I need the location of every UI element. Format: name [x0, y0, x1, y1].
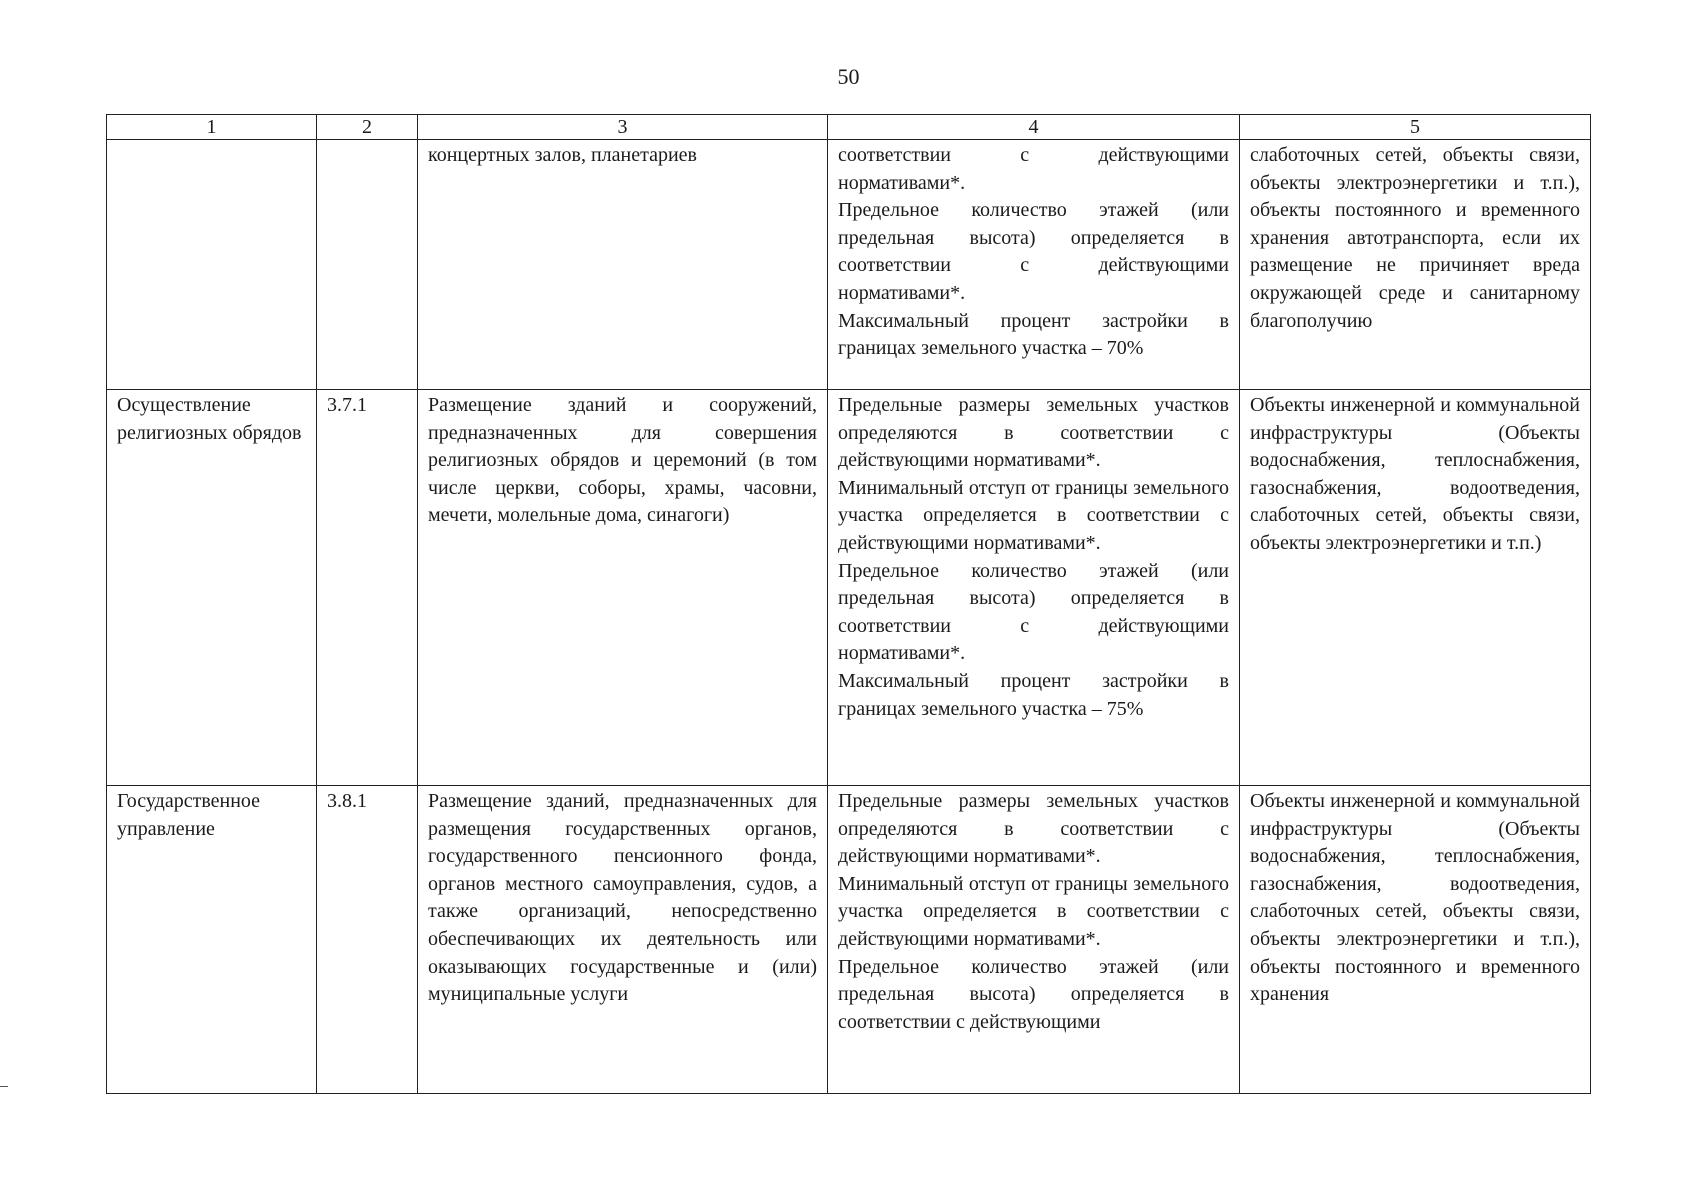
- column-header-4: 4: [828, 115, 1240, 140]
- use-name-cell: [107, 390, 317, 786]
- use-name-cell: [107, 786, 317, 1094]
- column-header-3: 3: [418, 115, 828, 140]
- use-description-cell: [418, 140, 828, 390]
- use-description-cell: [418, 390, 828, 786]
- use-code-cell: [317, 390, 418, 786]
- use-name: Государственное управление: [117, 790, 261, 840]
- parameter-line: соответствии с действующими нормативами*.: [838, 144, 1229, 194]
- parameter-line: Предельное количество этажей (или предельная высота) определяется в соответствии с действующими нормативами*.: [838, 199, 1229, 304]
- objects: Объекты инженерной и коммунальной инфраструктуры (Объекты водоснабжения, теплоснабжения, газоснабжения, водоотведения, слаботочных сетей, объекты связи, объекты электроэнергетики и т.п.): [1250, 394, 1580, 554]
- use-name: Осуществление религиозных обрядов: [117, 394, 302, 444]
- column-header-1: 1: [107, 115, 317, 140]
- column-header-2: 2: [317, 115, 418, 140]
- use-description: Размещение зданий и сооружений, предназначенных для совершения религиозных обрядов и церемоний (в том числе церкви, соборы, храмы, часовни, мечети, молельные дома, синагоги): [428, 394, 817, 527]
- use-description: концертных залов, планетариев: [428, 144, 698, 166]
- parameters: [838, 788, 1229, 1036]
- parameters-cell: [828, 390, 1240, 786]
- parameter-line: Минимальный отступ от границы земельного участка определяется в соответствии с действующими нормативами*.: [838, 476, 1229, 554]
- use-name-cell: [107, 140, 317, 390]
- parameters-cell: [828, 140, 1240, 390]
- parameter-line: Минимальный отступ от границы земельного участка определяется в соответствии с действующими нормативами*.: [838, 872, 1229, 950]
- table-row: [107, 786, 1591, 1094]
- use-code: 3.8.1: [327, 790, 367, 812]
- parameter-line: Предельные размеры земельных участков определяются в соответствии с действующими нормативами*.: [838, 790, 1229, 868]
- parameters-cell: [828, 786, 1240, 1094]
- use-description: Размещение зданий, предназначенных для размещения государственных органов, государственного пенсионного фонда, органов местного самоуправления, судов, а также организаций, непосредственно обеспечивающих их деятельность или оказывающих государственные и (или) муниципальные услуги: [428, 790, 817, 1006]
- parameter-line: Предельное количество этажей (или предельная высота) определяется в соответствии с действующими нормативами*.: [838, 559, 1229, 665]
- table-row: [107, 140, 1591, 390]
- page-number: 50: [837, 64, 860, 89]
- parameter-line: Максимальный процент застройки в границах земельного участка – 75%: [838, 669, 1229, 720]
- objects: Объекты инженерной и коммунальной инфраструктуры (Объекты водоснабжения, теплоснабжения, газоснабжения, водоотведения, слаботочных сетей, объекты связи, объекты электроэнергетики и т.п.), объекты постоянного и временного хранения: [1250, 790, 1580, 1006]
- parameters: [838, 392, 1229, 723]
- use-description-cell: [418, 786, 828, 1094]
- column-number-row: [107, 115, 1591, 140]
- table-row: [107, 390, 1591, 786]
- parameter-line: Максимальный процент застройки в границах земельного участка – 70%: [838, 309, 1229, 360]
- objects-cell: [1240, 390, 1591, 786]
- margin-mark: [0, 1086, 8, 1087]
- objects: слаботочных сетей, объекты связи, объекты электроэнергетики и т.п.), объекты постоянного и временного хранения автотранспорта, если их размещение не причиняет вреда окружающей среде и санитарному благополучию: [1250, 144, 1580, 332]
- parameter-line: Предельное количество этажей (или предельная высота) определяется в соответствии с действующими: [838, 955, 1229, 1033]
- land-use-table: [106, 114, 1591, 1094]
- use-code-cell: [317, 786, 418, 1094]
- use-code-cell: [317, 140, 418, 390]
- column-header-5: 5: [1240, 115, 1591, 140]
- use-code: 3.7.1: [327, 394, 367, 416]
- parameters: [838, 142, 1229, 363]
- objects-cell: [1240, 786, 1591, 1094]
- objects-cell: [1240, 140, 1591, 390]
- parameter-line: Предельные размеры земельных участков определяются в соответствии с действующими нормативами*.: [838, 394, 1229, 472]
